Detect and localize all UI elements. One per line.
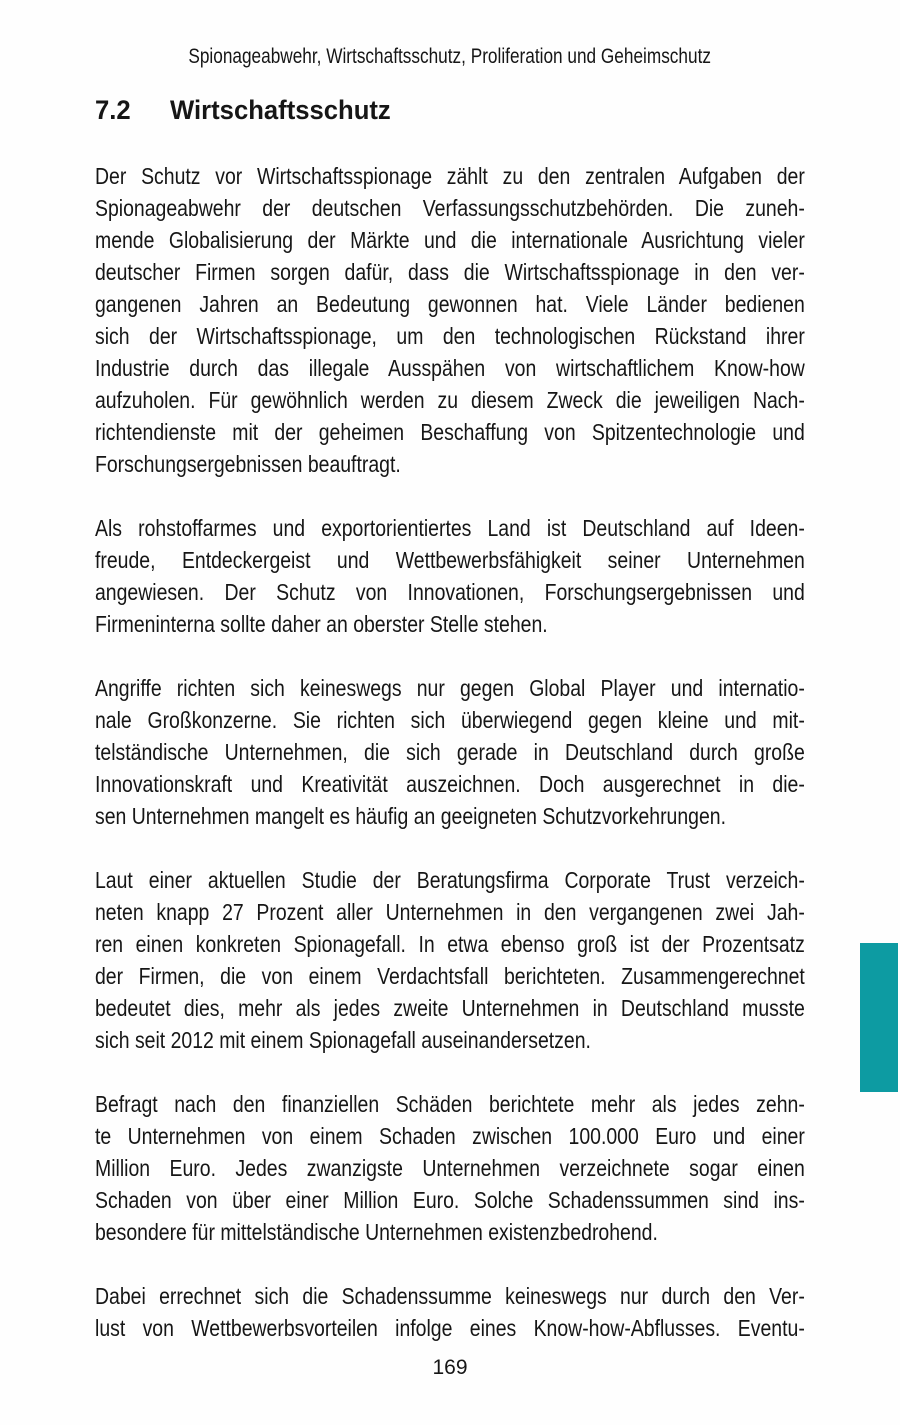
section-heading — [95, 94, 391, 126]
section-number: 7.2 — [95, 95, 131, 125]
paragraph — [95, 1088, 805, 1248]
paragraph — [95, 160, 805, 480]
text-line: ren einen konkreten Spionagefall. In etwa ebenso groß ist der Prozentsatz — [95, 931, 805, 957]
text-line: richtendienste mit der geheimen Beschaffung von Spitzentechnologie und — [95, 419, 805, 445]
text-line: sich seit 2012 mit einem Spionagefall auseinandersetzen. — [95, 1027, 591, 1053]
text-line: Laut einer aktuellen Studie der Beratungsfirma Corporate Trust verzeich- — [95, 867, 805, 893]
paragraph — [95, 864, 805, 1056]
text-line: sen Unternehmen mangelt es häufig an geeigneten Schutzvorkehrungen. — [95, 803, 726, 829]
chapter-tab-marker — [860, 943, 898, 1092]
text-line: freude, Entdeckergeist und Wettbewerbsfähigkeit seiner Unternehmen — [95, 547, 805, 573]
paragraph — [95, 1280, 805, 1344]
text-line: mende Globalisierung der Märkte und die internationale Ausrichtung vieler — [95, 227, 805, 253]
text-line: lust von Wettbewerbsvorteilen infolge eines Know-how-Abflusses. Eventu- — [95, 1315, 805, 1341]
text-line: der Firmen, die von einem Verdachtsfall berichteten. Zusammengerechnet — [95, 963, 805, 989]
text-line: Million Euro. Jedes zwanzigste Unternehmen verzeichnete sogar einen — [95, 1155, 805, 1181]
running-header-text: Spionageabwehr, Wirtschaftsschutz, Proliferation und Geheimschutz — [188, 45, 712, 68]
text-line: Als rohstoffarmes und exportorientiertes Land ist Deutschland auf Ideen- — [95, 515, 805, 541]
text-line: neten knapp 27 Prozent aller Unternehmen in den vergangenen zwei Jah- — [95, 899, 805, 925]
text-line: telständische Unternehmen, die sich gerade in Deutschland durch große — [95, 739, 805, 765]
text-line: deutscher Firmen sorgen dafür, dass die Wirtschaftsspionage in den ver- — [95, 259, 805, 285]
text-line: Der Schutz vor Wirtschaftsspionage zählt zu den zentralen Aufgaben der — [95, 163, 805, 189]
section-title: Wirtschaftsschutz — [170, 95, 391, 125]
text-line: nale Großkonzerne. Sie richten sich überwiegend gegen kleine und mit- — [95, 707, 805, 733]
text-line: sich der Wirtschaftsspionage, um den technologischen Rückstand ihrer — [95, 323, 805, 349]
text-line: angewiesen. Der Schutz von Innovationen, Forschungsergebnissen und — [95, 579, 805, 605]
paragraph — [95, 512, 805, 640]
text-line: Innovationskraft und Kreativität auszeichnen. Doch ausgerechnet in die- — [95, 771, 805, 797]
text-line: Angriffe richten sich keineswegs nur gegen Global Player und internatio- — [95, 675, 805, 701]
text-line: Firmeninterna sollte daher an oberster Stelle stehen. — [95, 611, 548, 637]
text-line: besondere für mittelständische Unternehmen existenzbedrohend. — [95, 1219, 658, 1245]
text-line: Schaden von über einer Million Euro. Solche Schadenssummen sind ins- — [95, 1187, 805, 1213]
text-line: Dabei errechnet sich die Schadenssumme keineswegs nur durch den Ver- — [95, 1283, 805, 1309]
body-paragraphs — [95, 160, 805, 1376]
page-number: 169 — [432, 1356, 468, 1379]
text-line: Befragt nach den finanziellen Schäden berichtete mehr als jedes zehn- — [95, 1091, 805, 1117]
text-line: Forschungsergebnissen beauftragt. — [95, 451, 401, 477]
text-line: Spionageabwehr der deutschen Verfassungsschutzbehörden. Die zuneh- — [95, 195, 805, 221]
text-line: Industrie durch das illegale Ausspähen von wirtschaftlichem Know-how — [95, 355, 805, 381]
text-line: aufzuholen. Für gewöhnlich werden zu diesem Zweck die jeweiligen Nach- — [95, 387, 805, 413]
running-header — [0, 44, 900, 69]
text-line: te Unternehmen von einem Schaden zwischen 100.000 Euro und einer — [95, 1123, 805, 1149]
text-line: bedeutet dies, mehr als jedes zweite Unternehmen in Deutschland musste — [95, 995, 805, 1021]
paragraph — [95, 672, 805, 832]
text-line: gangenen Jahren an Bedeutung gewonnen hat. Viele Länder bedienen — [95, 291, 805, 317]
